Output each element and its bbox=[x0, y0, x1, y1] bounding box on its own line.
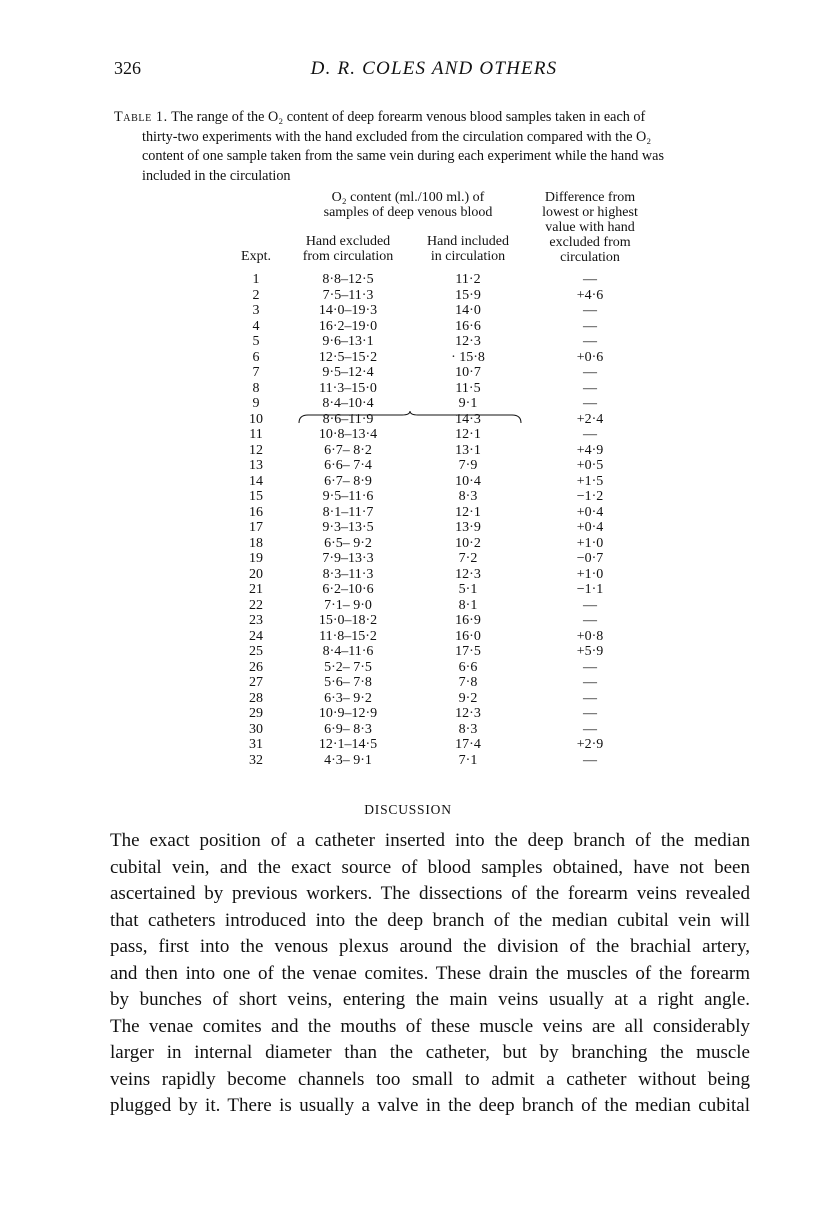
table-row bbox=[0, 629, 816, 645]
table-row bbox=[0, 722, 816, 738]
cell-difference: — bbox=[583, 365, 597, 380]
cell-difference: +0·5 bbox=[576, 458, 604, 473]
cell-hand-excluded: 8·8–12·5 bbox=[322, 272, 374, 287]
cell-hand-included: 9·1 bbox=[458, 396, 478, 411]
table-row bbox=[0, 582, 816, 598]
cell-hand-excluded: 6·7– 8·2 bbox=[324, 442, 372, 458]
cell-difference: −0·7 bbox=[576, 551, 604, 566]
cell-hand-included: 11·2 bbox=[455, 272, 481, 287]
cell-hand-excluded: 14·0–19·3 bbox=[318, 303, 378, 318]
cell-difference: — bbox=[583, 613, 597, 628]
table-row bbox=[0, 319, 816, 335]
body-line: plugged by it. There is usually a valve in the deep branch of the median cubital bbox=[110, 1095, 750, 1116]
cell-expt: 14 bbox=[249, 473, 263, 489]
cell-hand-included: 7·2 bbox=[458, 551, 478, 566]
cell-difference: — bbox=[583, 721, 597, 737]
discussion-body bbox=[110, 828, 750, 1120]
table-row bbox=[0, 613, 816, 629]
table-row bbox=[0, 691, 816, 707]
cell-hand-excluded: 16·2–19·0 bbox=[318, 318, 378, 334]
cell-hand-excluded: 8·1–11·7 bbox=[322, 504, 374, 520]
cell-expt: 31 bbox=[249, 737, 263, 752]
cell-hand-included: 13·1 bbox=[455, 442, 481, 458]
cell-hand-excluded: 11·8–15·2 bbox=[319, 628, 377, 644]
cell-expt: 1 bbox=[252, 272, 260, 287]
cell-hand-excluded: 8·4–11·6 bbox=[322, 644, 374, 659]
group-header: O₂ content (ml./100 ml.) of samples of deep venous blood bbox=[323, 190, 493, 220]
cell-expt: 2 bbox=[252, 287, 260, 303]
caption-line: thirty-two experiments with the hand excluded from the circulation compared with the O₂ bbox=[142, 128, 652, 145]
cell-hand-included: 6·6 bbox=[458, 659, 478, 675]
cell-expt: 25 bbox=[249, 644, 263, 659]
cell-difference: — bbox=[583, 752, 597, 768]
table-row bbox=[0, 675, 816, 691]
cell-hand-excluded: 10·9–12·9 bbox=[318, 706, 378, 721]
cell-difference: +1·0 bbox=[576, 535, 604, 551]
cell-hand-included: 8·1 bbox=[458, 597, 478, 613]
cell-expt: 23 bbox=[249, 613, 263, 628]
cell-expt: 20 bbox=[249, 566, 263, 582]
cell-expt: 19 bbox=[249, 551, 263, 566]
table-row bbox=[0, 598, 816, 614]
cell-difference: +1·5 bbox=[576, 473, 604, 489]
cell-hand-excluded: 6·2–10·6 bbox=[322, 582, 374, 597]
cell-difference: +4·9 bbox=[576, 442, 604, 458]
cell-hand-excluded: 8·4–10·4 bbox=[322, 396, 374, 411]
cell-expt: 24 bbox=[249, 628, 263, 644]
table-body bbox=[0, 272, 816, 768]
cell-expt: 21 bbox=[249, 582, 263, 597]
body-line: The venae comites and the mouths of these muscle veins are all considerably bbox=[110, 1015, 750, 1037]
data-table bbox=[0, 188, 816, 768]
cell-expt: 3 bbox=[252, 303, 260, 318]
table-row bbox=[0, 644, 816, 660]
header-difference: Difference from lowest or highest value with hand excluded from circulation bbox=[542, 190, 638, 265]
table-row bbox=[0, 303, 816, 319]
cell-expt: 5 bbox=[252, 334, 260, 349]
cell-difference: +0·8 bbox=[576, 628, 604, 644]
cell-hand-excluded: 15·0–18·2 bbox=[318, 613, 378, 628]
cell-hand-excluded: 12·5–15·2 bbox=[318, 349, 378, 365]
cell-hand-excluded: 9·5–11·6 bbox=[322, 489, 374, 504]
cell-hand-included: 7·9 bbox=[458, 458, 478, 473]
cell-hand-included: 11·5 bbox=[455, 380, 481, 396]
cell-hand-excluded: 5·6– 7·8 bbox=[324, 675, 372, 690]
cell-difference: — bbox=[583, 675, 597, 690]
cell-hand-excluded: 9·3–13·5 bbox=[322, 520, 374, 535]
table-row bbox=[0, 396, 816, 412]
table-caption bbox=[114, 108, 754, 186]
cell-hand-included: 8·3 bbox=[458, 489, 478, 504]
table-row bbox=[0, 474, 816, 490]
cell-difference: +1·0 bbox=[576, 566, 604, 582]
body-line: pass, first into the venous plexus around the division of the brachial artery, bbox=[110, 936, 750, 957]
running-head: D. R. COLES AND OTHERS bbox=[310, 58, 558, 79]
cell-difference: — bbox=[583, 659, 597, 675]
page-header bbox=[114, 58, 754, 84]
cell-difference: +4·6 bbox=[576, 287, 604, 303]
cell-expt: 29 bbox=[249, 706, 263, 721]
table-row bbox=[0, 567, 816, 583]
cell-difference: — bbox=[583, 396, 597, 411]
cell-difference: +2·9 bbox=[576, 737, 604, 752]
cell-hand-excluded: 7·1– 9·0 bbox=[324, 597, 372, 613]
cell-difference: +0·4 bbox=[576, 520, 604, 535]
cell-hand-excluded: 10·8–13·4 bbox=[318, 427, 378, 442]
table-row bbox=[0, 489, 816, 505]
body-line: that catheters introduced into the deep branch of the median cubital vein will bbox=[110, 909, 750, 931]
cell-difference: — bbox=[583, 690, 597, 706]
table-row bbox=[0, 365, 816, 381]
body-line: veins rapidly become channels too small to admit a catheter without being bbox=[110, 1068, 750, 1090]
cell-difference: — bbox=[583, 272, 597, 287]
table-row bbox=[0, 737, 816, 753]
cell-expt: 11 bbox=[249, 427, 263, 442]
cell-hand-included: 7·8 bbox=[458, 675, 478, 690]
cell-expt: 27 bbox=[249, 675, 263, 690]
cell-hand-included: 12·3 bbox=[455, 706, 481, 721]
cell-hand-included: 16·6 bbox=[455, 318, 481, 334]
body-line: ascertained by previous workers. The dissections of the forearm veins revealed bbox=[110, 883, 750, 904]
cell-expt: 28 bbox=[249, 690, 263, 706]
cell-difference: −1·2 bbox=[576, 489, 604, 504]
cell-difference: — bbox=[583, 706, 597, 721]
caption-label: Table 1. bbox=[114, 109, 168, 125]
cell-hand-included: 17·4 bbox=[455, 737, 481, 752]
header-hand-included: Hand included in circulation bbox=[426, 234, 510, 264]
section-title: DISCUSSION bbox=[364, 802, 452, 817]
page-number: 326 bbox=[114, 58, 141, 78]
table-row bbox=[0, 520, 816, 536]
cell-difference: — bbox=[583, 427, 597, 442]
cell-hand-excluded: 7·5–11·3 bbox=[322, 287, 374, 303]
caption-line: included in the circulation bbox=[142, 167, 291, 184]
caption-line: Table 1. The range of the O₂ content of deep forearm venous blood samples taken in each of bbox=[114, 109, 646, 125]
cell-hand-included: 10·2 bbox=[455, 535, 481, 551]
cell-difference: — bbox=[583, 380, 597, 396]
table-row bbox=[0, 458, 816, 474]
cell-hand-excluded: 12·1–14·5 bbox=[318, 737, 378, 752]
cell-hand-included: 14·3 bbox=[455, 411, 481, 427]
cell-expt: 7 bbox=[252, 365, 260, 380]
cell-hand-excluded: 4·3– 9·1 bbox=[324, 752, 372, 768]
body-line: The exact position of a catheter inserted into the deep branch of the median bbox=[110, 830, 750, 851]
table-row bbox=[0, 753, 816, 769]
cell-hand-included: 5·1 bbox=[458, 582, 478, 597]
body-line: by bunches of short veins, entering the main veins usually at a right angle. bbox=[110, 989, 750, 1010]
cell-expt: 15 bbox=[249, 489, 263, 504]
table-row bbox=[0, 272, 816, 288]
cell-hand-included: 12·3 bbox=[455, 566, 481, 582]
cell-hand-excluded: 11·3–15·0 bbox=[319, 380, 377, 396]
cell-hand-included: 16·9 bbox=[455, 613, 481, 628]
table-row bbox=[0, 334, 816, 350]
cell-hand-included: 12·1 bbox=[455, 504, 481, 520]
cell-hand-excluded: 5·2– 7·5 bbox=[324, 659, 372, 675]
cell-hand-excluded: 6·9– 8·3 bbox=[324, 721, 372, 737]
table-row bbox=[0, 660, 816, 676]
table-row bbox=[0, 443, 816, 459]
cell-hand-included: 10·7 bbox=[455, 365, 481, 380]
cell-hand-included: 16·0 bbox=[455, 628, 481, 644]
cell-hand-included: 12·3 bbox=[455, 334, 481, 349]
cell-hand-included: 15·9 bbox=[455, 287, 481, 303]
cell-hand-included: 13·9 bbox=[455, 520, 481, 535]
cell-hand-excluded: 9·5–12·4 bbox=[322, 365, 374, 380]
table-row bbox=[0, 427, 816, 443]
cell-hand-excluded: 6·6– 7·4 bbox=[324, 458, 372, 473]
cell-expt: 32 bbox=[249, 752, 263, 768]
cell-hand-excluded: 8·3–11·3 bbox=[322, 566, 374, 582]
table-row bbox=[0, 551, 816, 567]
cell-hand-included: 9·2 bbox=[458, 690, 478, 706]
cell-expt: 12 bbox=[249, 442, 263, 458]
table-row bbox=[0, 505, 816, 521]
body-line: cubital vein, and the exact source of blood samples obtained, have not been bbox=[110, 856, 750, 878]
cell-hand-included: 10·4 bbox=[455, 473, 481, 489]
header-hand-excluded: Hand excluded from circulation bbox=[302, 234, 394, 264]
cell-hand-included: · 15·8 bbox=[451, 349, 485, 365]
cell-difference: +2·4 bbox=[576, 411, 604, 427]
cell-expt: 22 bbox=[249, 597, 263, 613]
cell-expt: 26 bbox=[249, 659, 263, 675]
cell-expt: 18 bbox=[249, 535, 263, 551]
cell-difference: +0·6 bbox=[576, 349, 604, 365]
cell-expt: 9 bbox=[252, 396, 260, 411]
cell-difference: — bbox=[583, 303, 597, 318]
cell-difference: — bbox=[583, 318, 597, 334]
table-row bbox=[0, 706, 816, 722]
cell-hand-included: 12·1 bbox=[455, 427, 481, 442]
cell-expt: 16 bbox=[249, 504, 263, 520]
cell-hand-excluded: 6·5– 9·2 bbox=[324, 535, 372, 551]
cell-expt: 6 bbox=[252, 349, 260, 365]
cell-hand-included: 8·3 bbox=[458, 721, 478, 737]
cell-hand-included: 14·0 bbox=[455, 303, 481, 318]
table-row bbox=[0, 288, 816, 304]
cell-expt: 8 bbox=[252, 380, 260, 396]
cell-expt: 4 bbox=[252, 318, 260, 334]
cell-hand-excluded: 7·9–13·3 bbox=[322, 551, 374, 566]
cell-expt: 30 bbox=[249, 721, 263, 737]
table-row bbox=[0, 412, 816, 428]
cell-difference: −1·1 bbox=[576, 582, 604, 597]
header-expt: Expt. bbox=[241, 249, 271, 264]
table-row bbox=[0, 536, 816, 552]
cell-hand-excluded: 6·7– 8·9 bbox=[324, 473, 372, 489]
cell-difference: — bbox=[583, 597, 597, 613]
cell-difference: +0·4 bbox=[576, 504, 604, 520]
cell-expt: 17 bbox=[249, 520, 263, 535]
cell-expt: 13 bbox=[249, 458, 263, 473]
cell-expt: 10 bbox=[249, 411, 263, 427]
cell-difference: — bbox=[583, 334, 597, 349]
table-row bbox=[0, 350, 816, 366]
body-line: and then into one of the venae comites. These drain the muscles of the forearm bbox=[110, 962, 750, 984]
body-line: larger in internal diameter than the catheter, but by branching the muscle bbox=[110, 1042, 750, 1063]
caption-line: content of one sample taken from the same vein during each experiment while the hand was bbox=[142, 148, 665, 164]
cell-difference: +5·9 bbox=[576, 644, 604, 659]
table-row bbox=[0, 381, 816, 397]
cell-hand-included: 7·1 bbox=[458, 752, 478, 768]
cell-hand-excluded: 9·6–13·1 bbox=[322, 334, 374, 349]
cell-hand-included: 17·5 bbox=[455, 644, 481, 659]
cell-hand-excluded: 8·6–11·9 bbox=[322, 411, 374, 427]
cell-hand-excluded: 6·3– 9·2 bbox=[324, 690, 372, 706]
